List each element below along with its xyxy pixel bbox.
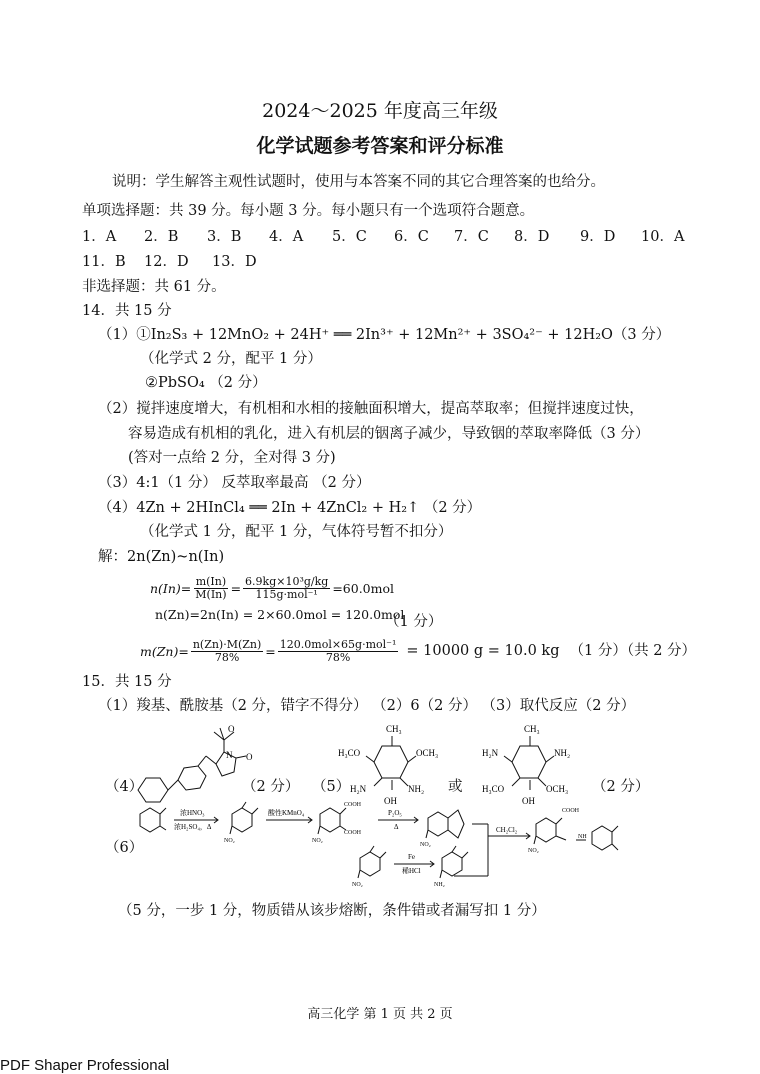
- answer-item: 9．D: [580, 229, 616, 245]
- hydroxyl-label: OH: [384, 796, 397, 806]
- reagent-label: 浓HNO₃: [180, 809, 205, 817]
- reagent-label: 稀HCl: [402, 867, 421, 875]
- amino-label: NH₂: [434, 882, 445, 888]
- reagent-label: CH₂Cl₂: [496, 826, 518, 834]
- non-mc-header: 非选择题：共 61 分。: [82, 279, 226, 295]
- q14-p1-equation: （1）①In₂S₃ + 12MnO₂ + 24H⁺ ══ 2In³⁺ + 12Mn²⁺ + 3SO₄²⁻ + 12H₂O（3 分）: [98, 327, 671, 343]
- nitro-label: NO₂: [224, 838, 235, 844]
- answer-item: 13．D: [212, 254, 257, 270]
- page-title: 化学试题参考答案和评分标准: [256, 135, 504, 157]
- q14-solution-intro: 解：2n(Zn)~n(In): [98, 549, 225, 565]
- q15-p5-label: （5）: [312, 779, 351, 795]
- answer-item: 4．A: [269, 229, 304, 245]
- reagent-label: Δ: [394, 823, 399, 831]
- methoxy-label: OCH₃: [546, 784, 569, 794]
- q14-solution-eq1: n(In)= $\frac{m(In)}{M(In)}$ = $\frac{\text{6.9kg×10³g/kg}}{\text{115g·mol⁻¹}}$ =60.0mol: [150, 574, 395, 601]
- answer-item: 11．B: [82, 254, 126, 270]
- q14-p4-note: （化学式 1 分，配平 1 分，气体符号暂不扣分）: [140, 524, 453, 540]
- amino-label: H₂N: [482, 748, 499, 758]
- q14-p2-line3: (答对一点给 2 分，全对得 3 分): [128, 450, 336, 466]
- q14-header: 14．共 15 分: [82, 303, 172, 319]
- q15-p6-label: （6）: [105, 840, 144, 856]
- methoxy-label: OCH₃: [416, 748, 439, 758]
- watermark: PDF Shaper Professional: [0, 1057, 170, 1074]
- q15-p1: （1）羧基、酰胺基（2 分，错字不得分） （2）6（2 分） （3）取代反应（2 分）: [98, 698, 636, 714]
- o-atom-label: O: [228, 724, 235, 734]
- answer-item: 6．C: [394, 229, 429, 245]
- instruction-note: 说明：学生解答主观性试题时，使用与本答案不同的其它合理答案的也给分。: [112, 174, 605, 190]
- q14-solution-eq3: m(Zn)= $\frac{n(Zn)\cdot M(Zn)}{78\%}$ = $\frac{\text{120.0mol×65g·mol⁻¹}}{78\%}$ = 10000 g = 10.0 kg （1 分）（共 2 分）: [140, 637, 697, 664]
- carboxyl-label: COOH: [344, 802, 362, 808]
- answer-item: 8．D: [514, 229, 550, 245]
- q15-p6-note: （5 分，一步 1 分，物质错从该步熔断，条件错或者漏写扣 1 分）: [118, 903, 546, 919]
- methyl-label: CH₃: [386, 724, 402, 734]
- answer-item: 10．A: [641, 229, 685, 245]
- q15-p4-label: （4）: [105, 779, 144, 795]
- answer-item: 3．B: [207, 229, 242, 245]
- q14-p3: （3）4:1（1 分） 反萃取率最高 （2 分）: [98, 475, 371, 491]
- answer-item: 7．C: [454, 229, 489, 245]
- q14-solution-eq2: n(Zn)=2n(In) = 2×60.0mol = 120.0mol: [155, 607, 405, 622]
- carboxyl-label: COOH: [562, 808, 580, 814]
- nitro-label: NO₂: [312, 838, 323, 844]
- methoxy-label: H₃CO: [338, 748, 361, 758]
- o-atom-label: O: [246, 752, 253, 762]
- q14-p1-part2: ②PbSO₄ （2 分）: [145, 375, 267, 391]
- answer-item: 5．C: [332, 229, 367, 245]
- answer-item: 1．A: [82, 229, 117, 245]
- amino-label: H₂N: [350, 784, 367, 794]
- reagent-label: 酸性KMnO₄: [268, 809, 305, 817]
- reagent-label: 浓H₂SO₄，Δ: [174, 823, 212, 831]
- answer-item: 12．D: [144, 254, 189, 270]
- amino-label: NH₂: [554, 748, 571, 758]
- q15-header: 15．共 15 分: [82, 674, 172, 690]
- nitro-label: NO₂: [352, 882, 363, 888]
- reagent-label: P₂O₅: [388, 809, 402, 817]
- answer-item: 2．B: [144, 229, 179, 245]
- q15-p5-score: （2 分）: [592, 779, 650, 795]
- reagent-label: Fe: [408, 853, 415, 861]
- n-atom-label: N: [226, 750, 233, 760]
- q14-p1-note: （化学式 2 分，配平 1 分）: [140, 351, 322, 367]
- carboxyl-label: COOH: [344, 830, 362, 836]
- page-footer: 高三化学 第 1 页 共 2 页: [307, 1007, 453, 1022]
- hydroxyl-label: OH: [522, 796, 535, 806]
- page-title-year: 2024～2025 年度高三年级: [262, 100, 498, 122]
- q14-p2-line2: 容易造成有机相的乳化，进入有机层的铟离子减少，导致铟的萃取率降低（3 分）: [128, 426, 650, 442]
- amino-label: NH₂: [408, 784, 425, 794]
- methoxy-label: H₃CO: [482, 784, 505, 794]
- mc-header: 单项选择题：共 39 分。每小题 3 分。每小题只有一个选项符合题意。: [82, 203, 535, 219]
- methyl-label: CH₃: [524, 724, 540, 734]
- q15-p5-or: 或: [448, 779, 463, 795]
- q15-p4-score: （2 分）: [242, 779, 300, 795]
- nitro-label: NO₂: [528, 848, 539, 854]
- nitro-label: NO₂: [420, 842, 431, 848]
- amide-label: NH: [578, 834, 587, 840]
- q14-p2-line1: （2）搅拌速度增大，有机相和水相的接触面积增大，提高萃取率；但搅拌速度过快，: [98, 401, 644, 417]
- q14-solution-eq2-score: （1 分）: [385, 614, 443, 630]
- synthesis-route: [132, 796, 632, 900]
- q14-p4-equation: （4）4Zn + 2HInCl₄ ══ 2In + 4ZnCl₂ + H₂↑ （2 分）: [98, 500, 482, 516]
